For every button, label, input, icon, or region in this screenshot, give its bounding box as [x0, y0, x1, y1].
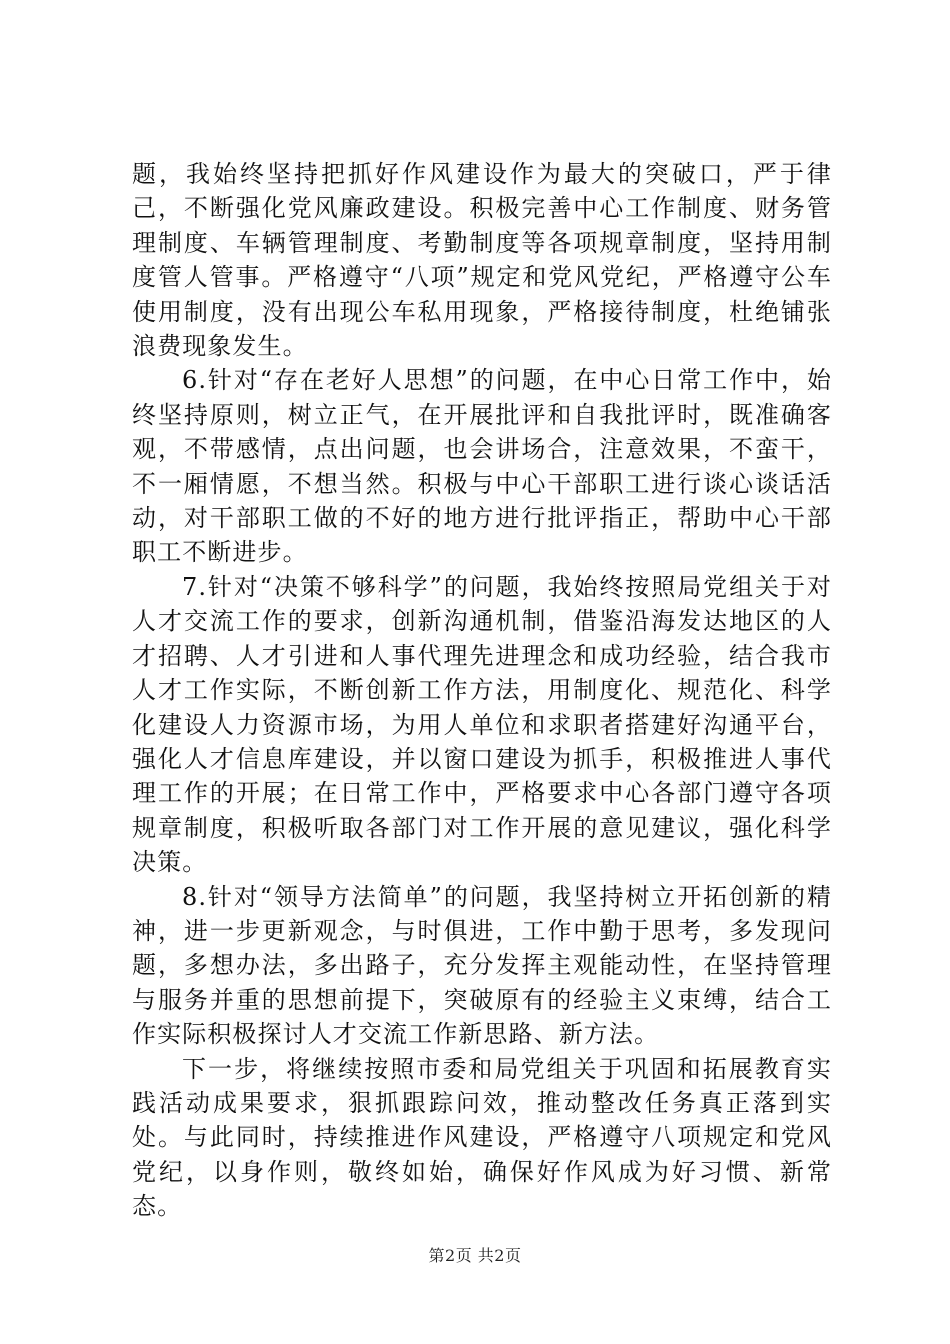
paragraph-item-6: 6.针对“存在老好人思想”的问题，在中心日常工作中，始终坚持原则，树立正气，在开展批评和自我批评时，既准确客观，不带感情，点出问题，也会讲场合，注意效果，不蛮干，不一厢情愿，不想当然。积极与中心干部职工进行谈心谈话活动，对干部职工做的不好的地方进行批评指正，帮助中心干部职工不断进步。 [132, 366, 832, 567]
paragraph-item-7: 7.针对“决策不够科学”的问题，我始终按照局党组关于对人才交流工作的要求，创新沟通机制，借鉴沿海发达地区的人才招聘、人才引进和人事代理先进理念和成功经验，结合我市人才工作实际，不断创新工作方法，用制度化、规范化、科学化建设人力资源市场，为用人单位和求职者搭建好沟通平台，强化人才信息库建设，并以窗口建设为抓手，积极推进人事代理工作的开展；在日常工作中，严格要求中心各部门遵守各项规章制度，积极听取各部门对工作开展的意见建议，强化科学决策。 [132, 572, 832, 877]
paragraph-continued: 题，我始终坚持把抓好作风建设作为最大的突破口，严于律己，不断强化党风廉政建设。积极完善中心工作制度、财务管理制度、车辆管理制度、考勤制度等各项规章制度，坚持用制度管人管事。严格遵守“八项”规定和党风党纪，严格遵守公车使用制度，没有出现公车私用现象，严格接待制度，杜绝铺张浪费现象发生。 [132, 160, 832, 361]
paragraph-next-steps: 下一步，将继续按照市委和局党组关于巩固和拓展教育实践活动成果要求，狠抓跟踪问效，推动整改任务真正落到实处。与此同时，持续推进作风建设，严格遵守八项规定和党风党纪，以身作则，敬终如始，确保好作风成为好习惯、新常态。 [132, 1054, 832, 1221]
paragraph-item-8: 8.针对“领导方法简单”的问题，我坚持树立开拓创新的精神，进一步更新观念，与时俱进，工作中勤于思考，多发现问题，多想办法，多出路子，充分发挥主观能动性，在坚持管理与服务并重的思想前提下，突破原有的经验主义束缚，结合工作实际积极探讨人才交流工作新思路、新方法。 [132, 882, 832, 1049]
page-footer: 第2页 共2页 [428, 1246, 522, 1265]
document-body [132, 157, 832, 1224]
